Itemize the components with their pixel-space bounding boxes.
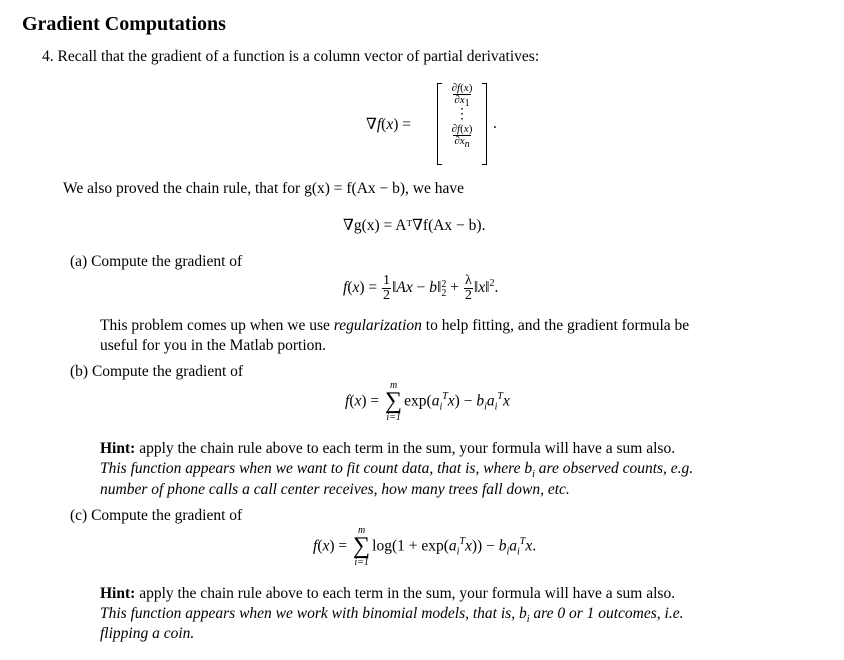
part-a-prompt-text: Compute the gradient of (91, 253, 243, 270)
part-b-hint-label: Hint: (100, 440, 136, 457)
problem-intro-text: Recall that the gradient of a function is a column vector of partial derivatives: (57, 48, 540, 65)
part-a-note-em: regularization (333, 317, 422, 334)
vdots: ⋮ (455, 107, 469, 122)
gradient-vector (441, 82, 483, 151)
part-b-label: (b) (70, 363, 89, 380)
part-b-equation: f(x) = m ∑ i=1 $\exp(a_i^Tx) - b_ia_i^Tx$ (345, 380, 510, 423)
part-a-prompt (70, 253, 242, 271)
problem-intro (42, 48, 539, 66)
part-a-note (100, 317, 689, 335)
gradient-period: . (493, 115, 497, 132)
part-a-label: (a) (70, 253, 88, 270)
chain-rule-equation: ∇g(x) = Aᵀ∇f(Ax − b). (343, 217, 486, 234)
part-c-label: (c) (70, 507, 88, 524)
part-b-hint-italic-1: This function appears when we want to fit count data, that is, where $b_i$ are observed counts, e.g. (100, 460, 694, 481)
part-b-prompt-text: Compute the gradient of (91, 363, 244, 380)
part-b-hint (100, 440, 675, 458)
part-c-prompt (70, 507, 242, 525)
part-a-equation: f(x) = $\frac{1}{2}$ ‖Ax − b‖ 2 2 + $\frac{\lambda}{2}$ ‖x‖$^2$. (343, 273, 499, 303)
part-c-hint-it1b: are 0 or 1 outcomes, i.e. (529, 605, 684, 622)
part-c-hint-text: apply the chain rule above to each term in the sum, your formula will have a sum also. (135, 585, 676, 602)
part-b-hint-it1b: are observed counts, e.g. (534, 460, 694, 477)
problem-number: 4. (42, 48, 54, 65)
part-a-note-line2: useful for you in the Matlab portion. (100, 337, 326, 354)
part-a-note-pre: This problem comes up when we use (100, 317, 334, 334)
part-c-hint (100, 585, 675, 603)
part-a-note-post: to help fitting, and the gradient formula be (421, 317, 690, 334)
part-b-prompt (70, 363, 243, 381)
part-b-hint-it1: This function appears when we want to fit count data, that is, where b (100, 460, 533, 477)
part-c-hint-italic-1: This function appears when we work with binomial models, that is, $b_i$ are 0 or 1 outcomes, i.e. (100, 605, 684, 626)
gradient-lhs: ∇f(x) = (366, 116, 411, 133)
partial-last: $\frac{\partial f(x)}{\partial x_n}$ (451, 123, 473, 151)
chain-rule-intro: We also proved the chain rule, that for g(x) = f(Ax − b), we have (63, 180, 465, 197)
part-b-hint-italic-2: number of phone calls a call center receives, how many trees fall down, etc. (100, 481, 570, 498)
part-c-prompt-text: Compute the gradient of (91, 507, 243, 524)
part-b-hint-text: apply the chain rule above to each term in the sum, your formula will have a sum also. (135, 440, 676, 457)
part-c-hint-italic-2: flipping a coin. (100, 625, 195, 642)
part-c-equation: f(x) = m ∑ i=1 $\log(1 + \exp(a_i^Tx)) - b_ia_i^Tx$. (313, 525, 537, 568)
partial-first: $\frac{\partial f(x)}{\partial x_1}$ (451, 82, 473, 110)
part-c-hint-it1: This function appears when we work with binomial models, that is, b (100, 605, 527, 622)
part-c-hint-label: Hint: (100, 585, 136, 602)
page-title: Gradient Computations (22, 13, 226, 35)
